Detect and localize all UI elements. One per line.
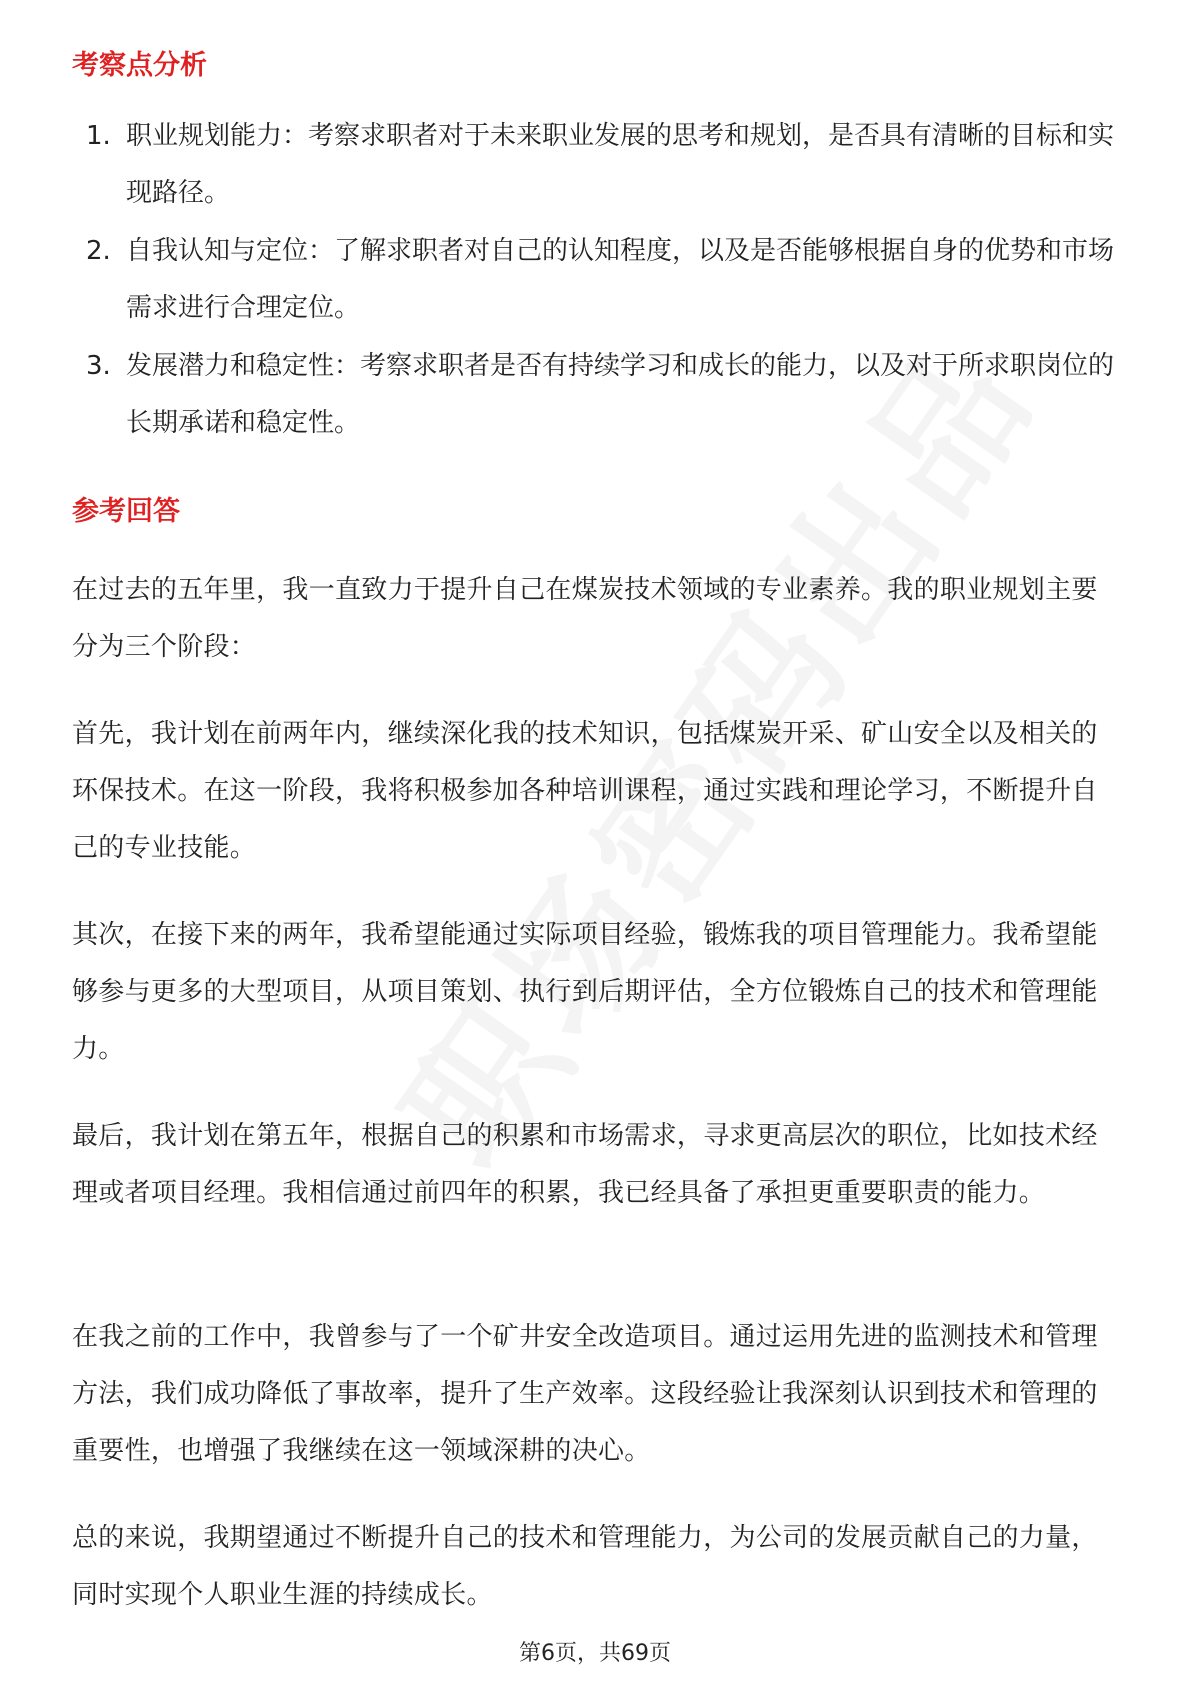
list-item-number: 3.: [86, 351, 111, 381]
list-item-text: 发展潜力和稳定性：考察求职者是否有持续学习和成长的能力，以及对于所求职岗位的长期承诺和稳定性。: [126, 351, 1115, 438]
list-item-text: 职业规划能力：考察求职者对于未来职业发展的思考和规划，是否具有清晰的目标和实现路径。: [126, 121, 1115, 208]
list-item-number: 1.: [86, 121, 111, 151]
section-heading-answer: 参考回答: [72, 496, 180, 527]
answer-paragraph: 在我之前的工作中，我曾参与了一个矿井安全改造项目。通过运用先进的监测技术和管理方法，我们成功降低了事故率，提升了生产效率。这段经验让我深刻认识到技术和管理的重要性，也增强了我继续在这一领域深耕的决心。: [72, 1322, 1098, 1466]
list-item-number: 2.: [86, 236, 111, 266]
answer-paragraph: 最后，我计划在第五年，根据自己的积累和市场需求，寻求更高层次的职位，比如技术经理或者项目经理。我相信通过前四年的积累，我已经具备了承担更重要职责的能力。: [72, 1121, 1098, 1208]
analysis-list: [72, 108, 1122, 453]
answer-paragraph: 在过去的五年里，我一直致力于提升自己在煤炭技术领域的专业素养。我的职业规划主要分为三个阶段：: [72, 575, 1098, 662]
section-heading-analysis: 考察点分析: [72, 50, 207, 81]
answer-paragraph: 总的来说，我期望通过不断提升自己的技术和管理能力，为公司的发展贡献自己的力量，同时实现个人职业生涯的持续成长。: [72, 1523, 1098, 1610]
answer-paragraph: 首先，我计划在前两年内，继续深化我的技术知识，包括煤炭开采、矿山安全以及相关的环保技术。在这一阶段，我将积极参加各种培训课程，通过实践和理论学习，不断提升自己的专业技能。: [72, 719, 1098, 863]
list-item-text: 自我认知与定位：了解求职者对自己的认知程度，以及是否能够根据自身的优势和市场需求进行合理定位。: [126, 236, 1115, 323]
list-item: [72, 108, 1122, 222]
answer-paragraph: 其次，在接下来的两年，我希望能通过实际项目经验，锻炼我的项目管理能力。我希望能够参与更多的大型项目，从项目策划、执行到后期评估，全方位锻炼自己的技术和管理能力。: [72, 920, 1098, 1064]
list-item: [72, 223, 1122, 337]
list-item: [72, 338, 1122, 452]
page-number: 第6页，共69页: [519, 1641, 671, 1666]
